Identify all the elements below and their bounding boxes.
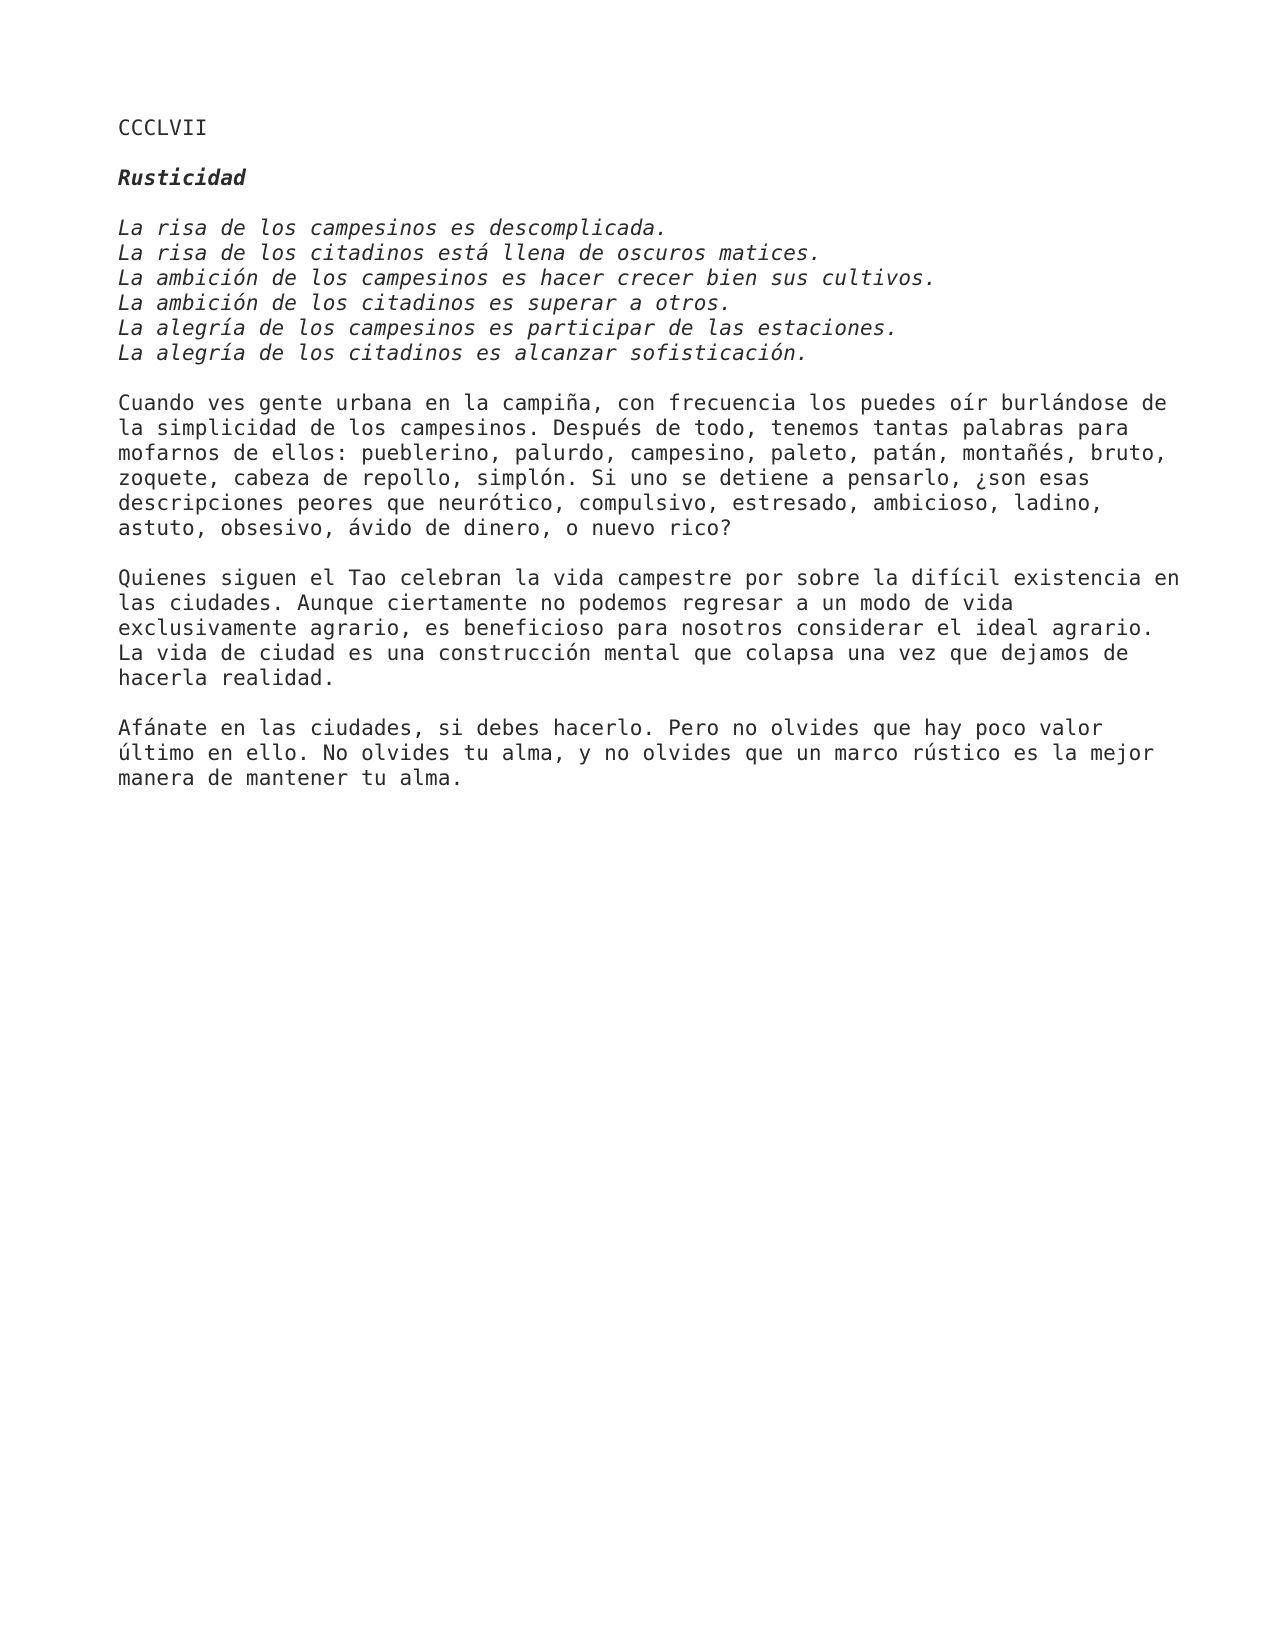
paragraph-line: último en ello. No olvides tu alma, y no olvides que un marco rústico es la mejor [118,741,1155,765]
paragraph-2 [118,566,1238,691]
paragraph-line: descripciones peores que neurótico, compulsivo, estresado, ambicioso, ladino, [118,491,1104,515]
chapter-title: Rusticidad [118,166,246,190]
document-page [118,116,1238,791]
paragraph-line: Cuando ves gente urbana en la campiña, con frecuencia los puedes oír burlándose de [118,391,1168,415]
poem-line: La ambición de los campesinos es hacer crecer bien sus cultivos. [118,266,937,290]
paragraph-line: hacerla realidad. [118,666,336,690]
paragraph-line: las ciudades. Aunque ciertamente no podemos regresar a un modo de vida [118,591,1014,615]
paragraph-line: Afánate en las ciudades, si debes hacerlo. Pero no olvides que hay poco valor [118,716,1104,740]
paragraph-line: zoquete, cabeza de repollo, simplón. Si uno se detiene a pensarlo, ¿son esas [118,466,1091,490]
poem-line: La risa de los citadinos está llena de oscuros matices. [118,241,822,265]
poem-line: La ambición de los citadinos es superar a otros. [118,291,733,315]
paragraph-line: manera de mantener tu alma. [118,766,464,790]
chapter-number: CCCLVII [118,116,208,140]
paragraph-line: la simplicidad de los campesinos. Después de todo, tenemos tantas palabras para [118,416,1129,440]
paragraph-line: exclusivamente agrario, es beneficioso para nosotros considerar el ideal agrario. [118,616,1155,640]
paragraph-line: mofarnos de ellos: pueblerino, palurdo, campesino, paleto, patán, montañés, bruto, [118,441,1168,465]
paragraph-line: La vida de ciudad es una construcción mental que colapsa una vez que dejamos de [118,641,1129,665]
paragraph-line: Quienes siguen el Tao celebran la vida campestre por sobre la difícil existencia en [118,566,1180,590]
poem-line: La alegría de los citadinos es alcanzar sofisticación. [118,341,809,365]
paragraph-3 [118,716,1238,791]
paragraph-1 [118,391,1238,541]
poem-line: La alegría de los campesinos es participar de las estaciones. [118,316,899,340]
paragraph-line: astuto, obsesivo, ávido de dinero, o nuevo rico? [118,516,733,540]
poem-line: La risa de los campesinos es descomplicada. [118,216,669,240]
poem-block [118,216,1238,366]
